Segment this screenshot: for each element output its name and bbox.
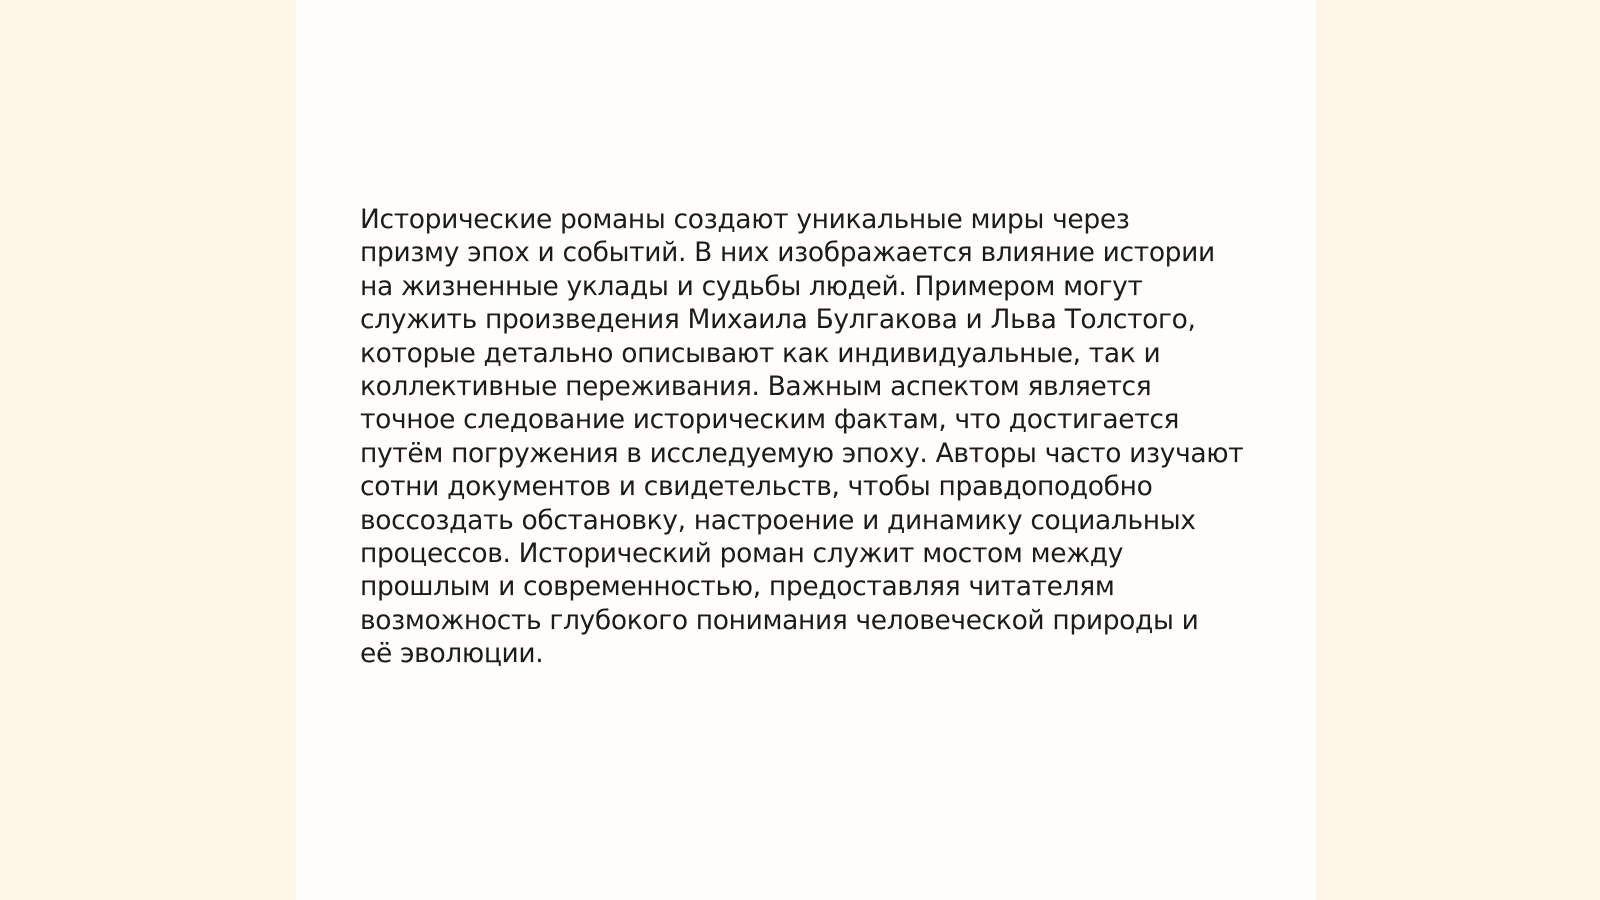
left-margin: [0, 0, 296, 900]
document-page: [296, 0, 1316, 900]
body-paragraph: Исторические романы создают уникальные миры через призму эпох и событий. В них изображается влияние истории на жизненные уклады и судьбы людей. Примером могут служить произведения Михаила Булгакова и Льва Толстого, которые детально описывают как индивидуальные, так и коллективные переживания. Важным аспектом является точное следование историческим фактам, что достигается путём погружения в исследуемую эпоху. Авторы часто изучают сотни документов и свидетельств, чтобы правдоподобно воссоздать обстановку, настроение и динамику социальных процессов. Исторический роман служит мостом между прошлым и современностью, предоставляя читателям возможность глубокого понимания человеческой природы и её эволюции.: [360, 204, 1244, 670]
right-margin: [1316, 0, 1600, 900]
